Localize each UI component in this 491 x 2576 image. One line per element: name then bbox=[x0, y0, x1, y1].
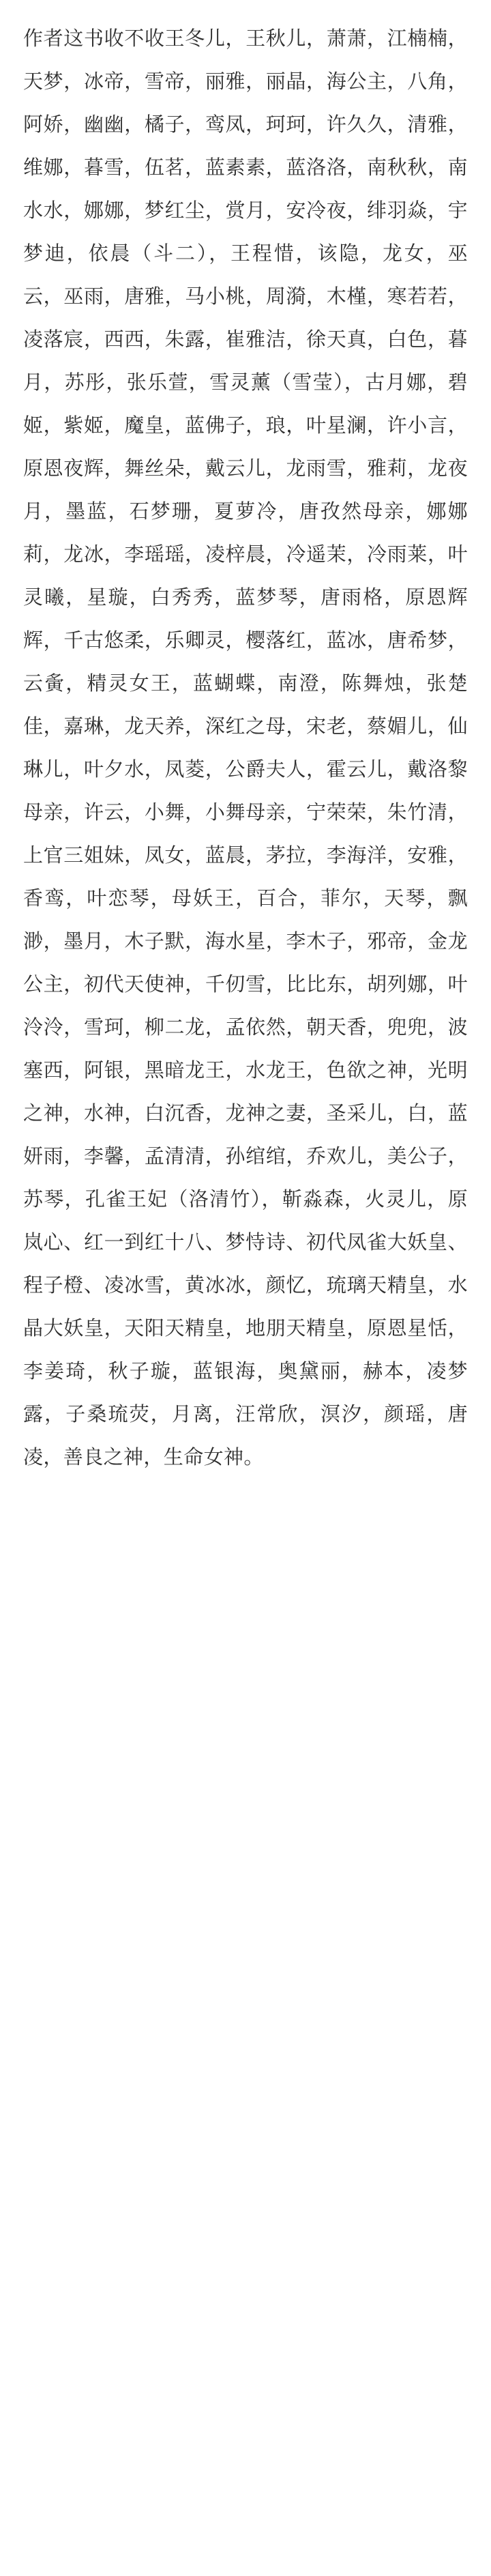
document-paragraph: 作者这书收不收王冬儿，王秋儿，萧萧，江楠楠，天梦，冰帝，雪帝，丽雅，丽晶，海公主，八角，阿娇，幽幽，橘子，鸾凤，珂珂，许久久，清雅，维娜，暮雪，伍茗，蓝素素，蓝洛洛，南秋秋，南水水，娜娜，梦红尘，赏月，安冷夜，绯羽焱，宇梦迪，依晨（斗二），王程惜，该隐，龙女，巫云，巫雨，唐雅，马小桃，周漪，木槿，寒若若，凌落宸，西西，朱露，崔雅洁，徐天真，白色，暮月，苏彤，张乐萱，雪灵薰（雪莹），古月娜，碧姬，紫姬，魔皇，蓝佛子，琅，叶星澜，许小言，原恩夜辉，舞丝朵，戴云儿，龙雨雪，雅莉，龙夜月，墨蓝，石梦珊，夏萝冷，唐孜然母亲，娜娜莉，龙冰，李瑶瑶，凌梓晨，冷遥茉，冷雨莱，叶灵曦，星璇，白秀秀，蓝梦琴，唐雨格，原恩辉辉，千古悠柔，乐卿灵，樱落红，蓝冰，唐希梦，云夤，精灵女王，蓝蝴蝶，南澄，陈舞烛，张楚佳，嘉琳，龙天养，深红之母，宋老，蔡媚儿，仙琳儿，叶夕水，凤菱，公爵夫人，霍云儿，戴洛黎母亲，许云，小舞，小舞母亲，宁荣荣，朱竹清，上官三姐妹，凤女，蓝晨，茅拉，李海洋，安雅，香鸾，叶恋琴，母妖王，百合，菲尔，天琴，飘渺，墨月，木子默，海水星，李木子，邪帝，金龙公主，初代天使神，千仞雪，比比东，胡列娜，叶泠泠，雪珂，柳二龙，孟依然，朝天香，兜兜，波塞西，阿银，黑暗龙王，水龙王，色欲之神，光明之神，水神，白沉香，龙神之妻，圣采儿，白，蓝妍雨，李馨，孟清清，孙绾绾，乔欢儿，美公子，苏琴，孔雀王妃（洛清竹），靳淼森，火灵儿，原岚心、红一到红十八、梦恃诗、初代凤雀大妖皇、程子橙、凌冰雪，黄冰冰，颜忆，琉璃天精皇，水晶大妖皇，天阳天精皇，地朋天精皇，原恩星恬，李姜琦，秋子璇，蓝银海，奥黛丽，赫本，凌梦露，子桑琉荧，月离，汪常欣，溟汐，颜瑶，唐凌，善良之神，生命女神。 bbox=[23, 28, 468, 1468]
